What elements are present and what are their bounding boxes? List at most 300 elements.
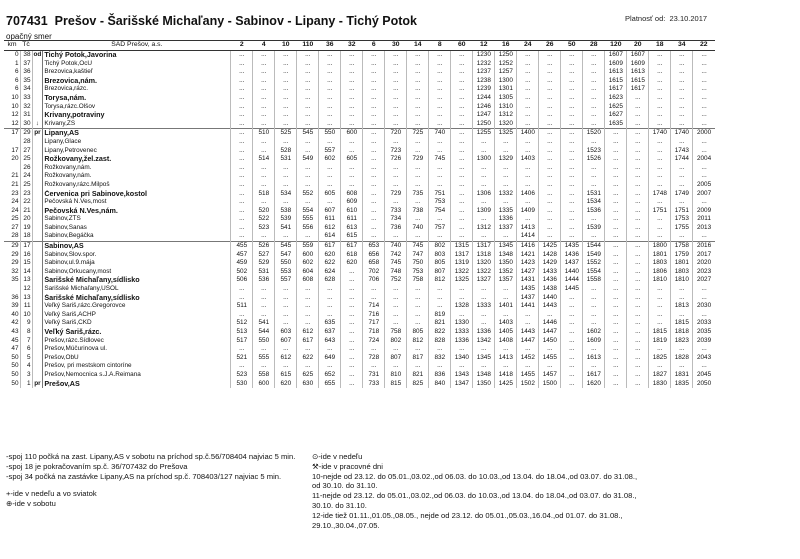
time-cell: 1526	[583, 155, 605, 164]
km-cell: 40	[11, 310, 19, 318]
line-number: 707431	[6, 14, 48, 28]
arr-dep-cell: pr	[32, 380, 43, 389]
time-cell: 1819	[649, 337, 671, 346]
time-cell: ...	[385, 51, 407, 60]
stop-name: Sabinov,ZŤS	[43, 215, 231, 224]
time-cell: ...	[539, 345, 561, 354]
time-cell: ...	[275, 85, 297, 94]
time-cell: 600	[253, 380, 275, 389]
time-cell: ...	[517, 164, 539, 173]
time-cell: 1443	[517, 328, 539, 337]
arr-dep-cell	[32, 276, 43, 285]
arr-dep-cell	[32, 294, 43, 303]
time-cell: ...	[693, 147, 715, 156]
km-cell: 29	[11, 250, 19, 258]
km-cell: 43	[11, 328, 19, 335]
time-cell: ...	[319, 294, 341, 303]
operator-header: SAD Prešov, a.s.	[43, 41, 231, 51]
time-cell: 1749	[671, 190, 693, 199]
time-cell: 1815	[649, 328, 671, 337]
time-cell: 2045	[693, 371, 715, 380]
time-cell: 1403	[517, 155, 539, 164]
time-cell: ...	[671, 198, 693, 207]
time-cell: ...	[583, 285, 605, 294]
time-cell: ...	[517, 85, 539, 94]
stop-row	[4, 294, 715, 303]
time-cell: 1416	[517, 242, 539, 251]
time-cell: 802	[385, 337, 407, 346]
tc-cell: 19	[20, 224, 32, 233]
time-cell: ...	[297, 147, 319, 156]
time-cell: ...	[473, 198, 495, 207]
time-cell: 528	[275, 147, 297, 156]
time-cell: ...	[517, 311, 539, 320]
time-cell: 611	[319, 215, 341, 224]
time-cell: ...	[275, 120, 297, 129]
time-cell: ...	[605, 319, 627, 328]
time-cell: 738	[407, 207, 429, 216]
stop-row	[4, 224, 715, 233]
time-cell: ...	[341, 311, 363, 320]
time-cell: ...	[605, 172, 627, 181]
time-cell: ...	[275, 77, 297, 86]
time-cell: 1401	[495, 302, 517, 311]
time-cell: ...	[407, 181, 429, 190]
time-cell: ...	[561, 111, 583, 120]
time-cell: 1418	[495, 371, 517, 380]
time-cell: ...	[319, 172, 341, 181]
time-cell: 555	[253, 354, 275, 363]
time-cell: 556	[297, 224, 319, 233]
stop-name: Torysa,nám.	[43, 94, 231, 103]
tc-cell: 30	[20, 120, 32, 129]
stop-name: Lipany,Petrovenec	[43, 147, 231, 156]
time-cell: ...	[583, 68, 605, 77]
time-cell: 1531	[583, 190, 605, 199]
time-cell: ...	[649, 68, 671, 77]
time-cell: ...	[275, 164, 297, 173]
time-cell: 832	[429, 354, 451, 363]
time-cell: ...	[253, 294, 275, 303]
time-cell: 1429	[539, 259, 561, 268]
time-cell: 1232	[473, 60, 495, 69]
time-cell: 554	[297, 207, 319, 216]
time-cell: 1239	[473, 85, 495, 94]
time-cell: ...	[539, 215, 561, 224]
time-cell: 1413	[495, 354, 517, 363]
time-cell: ...	[363, 285, 385, 294]
time-cell: 822	[429, 328, 451, 337]
time-cell: ...	[341, 51, 363, 60]
time-cell: ...	[583, 94, 605, 103]
time-cell: ...	[319, 103, 341, 112]
time-cell: ...	[627, 111, 649, 120]
time-cell: 531	[275, 155, 297, 164]
tc-cell: 15	[20, 259, 32, 268]
stop-row	[4, 172, 715, 181]
time-cell: 2004	[693, 155, 715, 164]
arr-dep-cell	[32, 94, 43, 103]
arr-dep-cell	[32, 198, 43, 207]
time-cell: ...	[473, 285, 495, 294]
time-cell: ...	[561, 103, 583, 112]
time-cell: ...	[275, 294, 297, 303]
arr-dep-cell	[32, 319, 43, 328]
time-cell: ...	[605, 138, 627, 147]
km-cell: 23	[11, 189, 19, 197]
time-cell: ...	[671, 60, 693, 69]
time-cell: ...	[429, 111, 451, 120]
timetable	[4, 40, 715, 388]
time-cell: 613	[341, 224, 363, 233]
time-cell: ...	[319, 198, 341, 207]
time-cell: 1350	[495, 259, 517, 268]
time-cell: 555	[297, 215, 319, 224]
time-cell: ...	[539, 172, 561, 181]
stop-row	[4, 129, 715, 138]
time-cell: 2017	[693, 251, 715, 260]
time-cell: 1345	[473, 354, 495, 363]
time-cell: 550	[253, 337, 275, 346]
stop-row	[4, 337, 715, 346]
time-cell: ...	[363, 164, 385, 173]
time-cell: 539	[275, 215, 297, 224]
time-cell: ...	[627, 232, 649, 241]
time-cell: 600	[341, 129, 363, 138]
time-cell: ...	[627, 190, 649, 199]
time-cell: ...	[385, 120, 407, 129]
stop-row	[4, 371, 715, 380]
time-cell: 2050	[693, 380, 715, 389]
km-cell: 21	[11, 180, 19, 188]
stop-name: Veľký Šariš,rázc.Gregorovce	[43, 302, 231, 311]
time-cell: ...	[341, 77, 363, 86]
time-cell: 748	[385, 268, 407, 277]
time-cell: ...	[297, 77, 319, 86]
time-cell: ...	[451, 147, 473, 156]
time-cell: 605	[319, 190, 341, 199]
time-cell: 2013	[693, 224, 715, 233]
time-cell: ...	[451, 138, 473, 147]
time-cell: ...	[649, 120, 671, 129]
time-cell: 1342	[473, 337, 495, 346]
time-cell: ...	[275, 94, 297, 103]
time-cell: ...	[539, 181, 561, 190]
time-cell: ...	[363, 138, 385, 147]
time-cell: ...	[627, 362, 649, 371]
time-cell: ...	[539, 68, 561, 77]
time-cell: ...	[451, 60, 473, 69]
time-cell: ...	[561, 302, 583, 311]
time-cell: ...	[231, 294, 253, 303]
time-cell: 728	[363, 354, 385, 363]
time-cell: ...	[297, 319, 319, 328]
time-cell: ...	[627, 302, 649, 311]
time-cell: 817	[407, 354, 429, 363]
time-cell: ...	[495, 138, 517, 147]
time-cell: 1455	[539, 354, 561, 363]
stop-name: Pečovská N.Ves,most	[43, 198, 231, 207]
time-cell: 2039	[693, 337, 715, 346]
time-cell: 753	[407, 268, 429, 277]
trip-number: 4	[253, 41, 275, 51]
stop-name: Lipany,Glace	[43, 138, 231, 147]
time-cell: 624	[319, 268, 341, 277]
time-cell: ...	[231, 215, 253, 224]
time-cell: ...	[605, 380, 627, 389]
time-cell: ...	[561, 337, 583, 346]
time-cell: ...	[627, 138, 649, 147]
time-cell: ...	[583, 302, 605, 311]
footnote: -spoj 110 počká na zast. Lipany,AS v sobotu na príchod sp.č.56/708404 najviac 5 min.	[6, 452, 296, 461]
time-cell: 1317	[473, 242, 495, 251]
time-cell: ...	[627, 94, 649, 103]
time-cell: ...	[693, 94, 715, 103]
time-cell: 628	[319, 276, 341, 285]
timetable-title	[6, 14, 417, 28]
stop-row	[4, 362, 715, 371]
time-cell: 603	[275, 328, 297, 337]
time-cell: 617	[319, 242, 341, 251]
time-cell: ...	[605, 302, 627, 311]
time-cell: ...	[429, 77, 451, 86]
time-cell: ...	[253, 164, 275, 173]
time-cell: 1319	[451, 259, 473, 268]
time-cell: ...	[451, 190, 473, 199]
time-cell: ...	[319, 85, 341, 94]
time-cell: ...	[451, 224, 473, 233]
time-cell: ...	[605, 259, 627, 268]
time-cell: 754	[429, 207, 451, 216]
km-cell	[4, 164, 20, 173]
time-cell: ...	[649, 224, 671, 233]
time-cell: ...	[253, 362, 275, 371]
time-cell: 547	[275, 251, 297, 260]
arr-dep-cell	[32, 147, 43, 156]
time-cell: ...	[605, 198, 627, 207]
time-cell: 604	[297, 268, 319, 277]
time-cell: 1627	[605, 111, 627, 120]
time-cell: ...	[627, 259, 649, 268]
tc-cell: 32	[20, 103, 32, 112]
time-cell: ...	[583, 138, 605, 147]
time-cell: 1250	[495, 51, 517, 60]
time-cell: ...	[363, 172, 385, 181]
time-cell: 1617	[583, 371, 605, 380]
time-cell: ...	[605, 285, 627, 294]
time-cell: 1620	[583, 380, 605, 389]
time-cell: ...	[319, 138, 341, 147]
time-cell: ...	[341, 103, 363, 112]
time-cell: ...	[363, 51, 385, 60]
time-cell: 745	[407, 242, 429, 251]
time-cell: ...	[231, 181, 253, 190]
time-cell: ...	[429, 345, 451, 354]
time-cell: ...	[407, 147, 429, 156]
time-cell: ...	[671, 294, 693, 303]
trip-number: 2	[231, 41, 253, 51]
time-cell: ...	[539, 147, 561, 156]
time-cell: 812	[407, 337, 429, 346]
time-cell: ...	[385, 77, 407, 86]
arr-dep-cell	[32, 232, 43, 241]
trip-number: 110	[297, 41, 319, 51]
time-cell: ...	[275, 103, 297, 112]
time-cell: ...	[693, 120, 715, 129]
stop-row	[4, 285, 715, 294]
time-cell: ...	[363, 345, 385, 354]
time-cell: ...	[649, 147, 671, 156]
time-cell: 734	[385, 215, 407, 224]
stop-row	[4, 345, 715, 354]
valid-label: Platnosť od:	[625, 14, 666, 23]
time-cell: ...	[341, 68, 363, 77]
time-cell: 1312	[473, 224, 495, 233]
time-cell: ...	[231, 172, 253, 181]
time-cell: ...	[231, 164, 253, 173]
time-cell: ...	[429, 147, 451, 156]
stop-name: Prešov,Múčurinova ul.	[43, 345, 231, 354]
tc-cell: 26	[20, 164, 32, 173]
time-cell: 758	[385, 328, 407, 337]
time-cell: 1330	[451, 319, 473, 328]
time-cell: ...	[275, 138, 297, 147]
time-cell: ...	[671, 362, 693, 371]
tc-cell: 7	[20, 337, 32, 346]
direction-label: opačný smer	[6, 32, 52, 41]
time-cell: 740	[385, 242, 407, 251]
time-cell: ...	[605, 181, 627, 190]
time-cell: ...	[473, 181, 495, 190]
time-cell: ...	[363, 147, 385, 156]
time-cell: ...	[627, 155, 649, 164]
trip-number: 16	[495, 41, 517, 51]
time-cell: ...	[517, 77, 539, 86]
time-cell: ...	[473, 147, 495, 156]
time-cell: ...	[627, 268, 649, 277]
time-cell: ...	[539, 51, 561, 60]
time-cell: 1758	[671, 242, 693, 251]
km-cell: 20	[11, 155, 19, 163]
footnote: -spoj 18 je pokračovaním sp.č. 36/707432 do Prešova	[6, 461, 188, 471]
time-cell: 614	[319, 232, 341, 241]
time-cell: ...	[583, 181, 605, 190]
tc-cell: 34	[20, 85, 32, 94]
time-cell: ...	[407, 311, 429, 320]
km-cell: 39	[11, 302, 19, 310]
time-cell: 1523	[583, 147, 605, 156]
time-cell: ...	[319, 68, 341, 77]
time-cell: 518	[253, 190, 275, 199]
time-cell: 1755	[671, 224, 693, 233]
time-cell: ...	[385, 172, 407, 181]
time-cell: 1438	[539, 285, 561, 294]
km-cell: 35	[11, 276, 19, 284]
time-cell: 825	[407, 380, 429, 389]
time-cell: ...	[693, 68, 715, 77]
time-cell: 530	[231, 380, 253, 389]
trip-number: 34	[671, 41, 693, 51]
trip-number: 30	[385, 41, 407, 51]
time-cell: 1315	[451, 242, 473, 251]
km-cell: 17	[4, 129, 20, 138]
time-cell: 1625	[605, 103, 627, 112]
time-cell: ...	[583, 311, 605, 320]
time-cell: ...	[583, 51, 605, 60]
time-cell: ...	[605, 224, 627, 233]
time-cell: 1318	[473, 251, 495, 260]
arr-dep-cell	[32, 85, 43, 94]
time-cell: ...	[341, 138, 363, 147]
tc-cell: 11	[20, 302, 32, 311]
time-cell: ...	[539, 103, 561, 112]
time-cell: ...	[319, 60, 341, 69]
time-cell: ...	[517, 172, 539, 181]
time-cell: 643	[319, 337, 341, 346]
time-cell: ...	[451, 311, 473, 320]
tc-cell: 14	[20, 268, 32, 277]
time-cell: ...	[495, 232, 517, 241]
time-cell: ...	[451, 294, 473, 303]
time-cell: 1609	[583, 337, 605, 346]
time-cell: ...	[407, 68, 429, 77]
time-cell: ...	[253, 94, 275, 103]
time-cell: 635	[319, 319, 341, 328]
time-cell: ...	[473, 138, 495, 147]
time-cell: ...	[517, 120, 539, 129]
stop-name: Prešov,ObÚ	[43, 354, 231, 363]
time-cell: ...	[517, 198, 539, 207]
time-cell: ...	[451, 155, 473, 164]
time-cell: 523	[253, 224, 275, 233]
time-cell: 2033	[693, 319, 715, 328]
time-cell: ...	[517, 215, 539, 224]
stop-row	[4, 311, 715, 320]
time-cell: 1813	[671, 302, 693, 311]
time-cell: ...	[407, 345, 429, 354]
time-cell: ...	[451, 198, 473, 207]
trip-number: 14	[407, 41, 429, 51]
km-cell: 10	[11, 102, 19, 110]
time-cell: 1309	[473, 207, 495, 216]
time-cell: 2000	[693, 129, 715, 138]
trip-number: 50	[561, 41, 583, 51]
time-cell: ...	[473, 294, 495, 303]
time-cell: ...	[429, 138, 451, 147]
time-cell: ...	[561, 94, 583, 103]
arr-dep-cell	[32, 259, 43, 268]
time-cell: ...	[605, 251, 627, 260]
arr-dep-cell	[32, 302, 43, 311]
trip-number: 32	[341, 41, 363, 51]
stop-name: Krivany,ZŠ	[43, 120, 231, 129]
time-cell: ...	[385, 181, 407, 190]
time-cell: ...	[231, 198, 253, 207]
arr-dep-cell	[32, 138, 43, 147]
time-cell: ...	[473, 345, 495, 354]
time-cell: ...	[561, 294, 583, 303]
time-cell: ...	[649, 111, 671, 120]
time-cell: 1327	[473, 276, 495, 285]
stop-row	[4, 232, 715, 241]
time-cell: 1250	[473, 120, 495, 129]
km-header: km	[4, 41, 20, 51]
time-cell: ...	[693, 138, 715, 147]
time-cell: ...	[297, 172, 319, 181]
time-cell: ...	[473, 164, 495, 173]
stop-name: Rožkovany,nám.	[43, 164, 231, 173]
time-cell: 541	[275, 224, 297, 233]
